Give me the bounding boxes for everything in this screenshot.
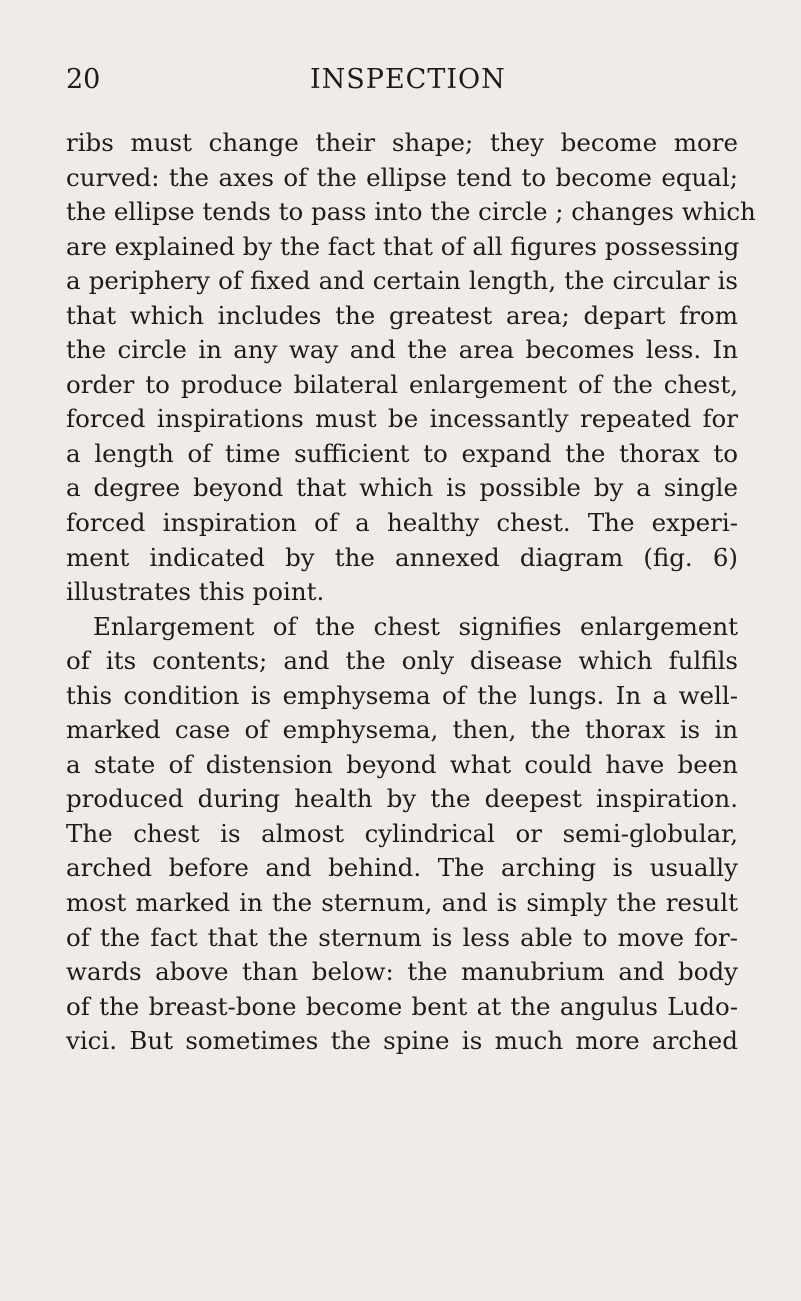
text-line: ment indicated by the annexed diagram (fig. 6): [66, 542, 738, 572]
text-line: Enlargement of the chest signifies enlargement: [93, 611, 738, 641]
text-line: curved: the axes of the ellipse tend to become equal;: [66, 162, 738, 192]
text-line: produced during health by the deepest inspiration.: [66, 784, 738, 814]
text-line: marked case of emphysema, then, the thorax is in: [66, 715, 738, 745]
text-line: The chest is almost cylindrical or semi-globular,: [66, 818, 738, 848]
body-text: [66, 126, 756, 1059]
text-line: order to produce bilateral enlargement of the chest,: [66, 369, 738, 399]
text-line: a periphery of fixed and certain length, the circular is: [66, 266, 738, 296]
text-line: vici. But sometimes the spine is much more arched: [66, 1026, 738, 1056]
text-line: that which includes the greatest area; depart from: [66, 300, 738, 330]
text-line: this condition is emphysema of the lungs. In a well-: [66, 680, 738, 710]
running-head: INSPECTION: [310, 64, 506, 95]
text-line: illustrates this point.: [66, 577, 325, 607]
text-line: arched before and behind. The arching is usually: [66, 853, 738, 883]
text-line: forced inspirations must be incessantly repeated for: [66, 404, 738, 434]
text-line: wards above than below: the manubrium and body: [66, 957, 738, 987]
text-line: a state of distension beyond what could have been: [66, 749, 738, 779]
text-line: of its contents; and the only disease which fulfils: [66, 646, 738, 676]
page-header: [66, 64, 766, 104]
page-number: 20: [66, 64, 101, 95]
text-line: the circle in any way and the area becomes less. In: [66, 335, 738, 365]
text-line: of the fact that the sternum is less able to move for-: [66, 922, 738, 952]
text-line: most marked in the sternum, and is simply the result: [66, 888, 738, 918]
text-line: a length of time sufficient to expand the thorax to: [66, 438, 738, 468]
text-line: a degree beyond that which is possible by a single: [66, 473, 738, 503]
text-line: forced inspiration of a healthy chest. The experi-: [66, 508, 738, 538]
text-line: are explained by the fact that of all figures possessing: [66, 231, 740, 261]
text-line: of the breast-bone become bent at the angulus Ludo-: [66, 991, 738, 1021]
text-line: ribs must change their shape; they become more: [66, 128, 738, 157]
text-line: the ellipse tends to pass into the circle ; changes which: [66, 197, 756, 227]
